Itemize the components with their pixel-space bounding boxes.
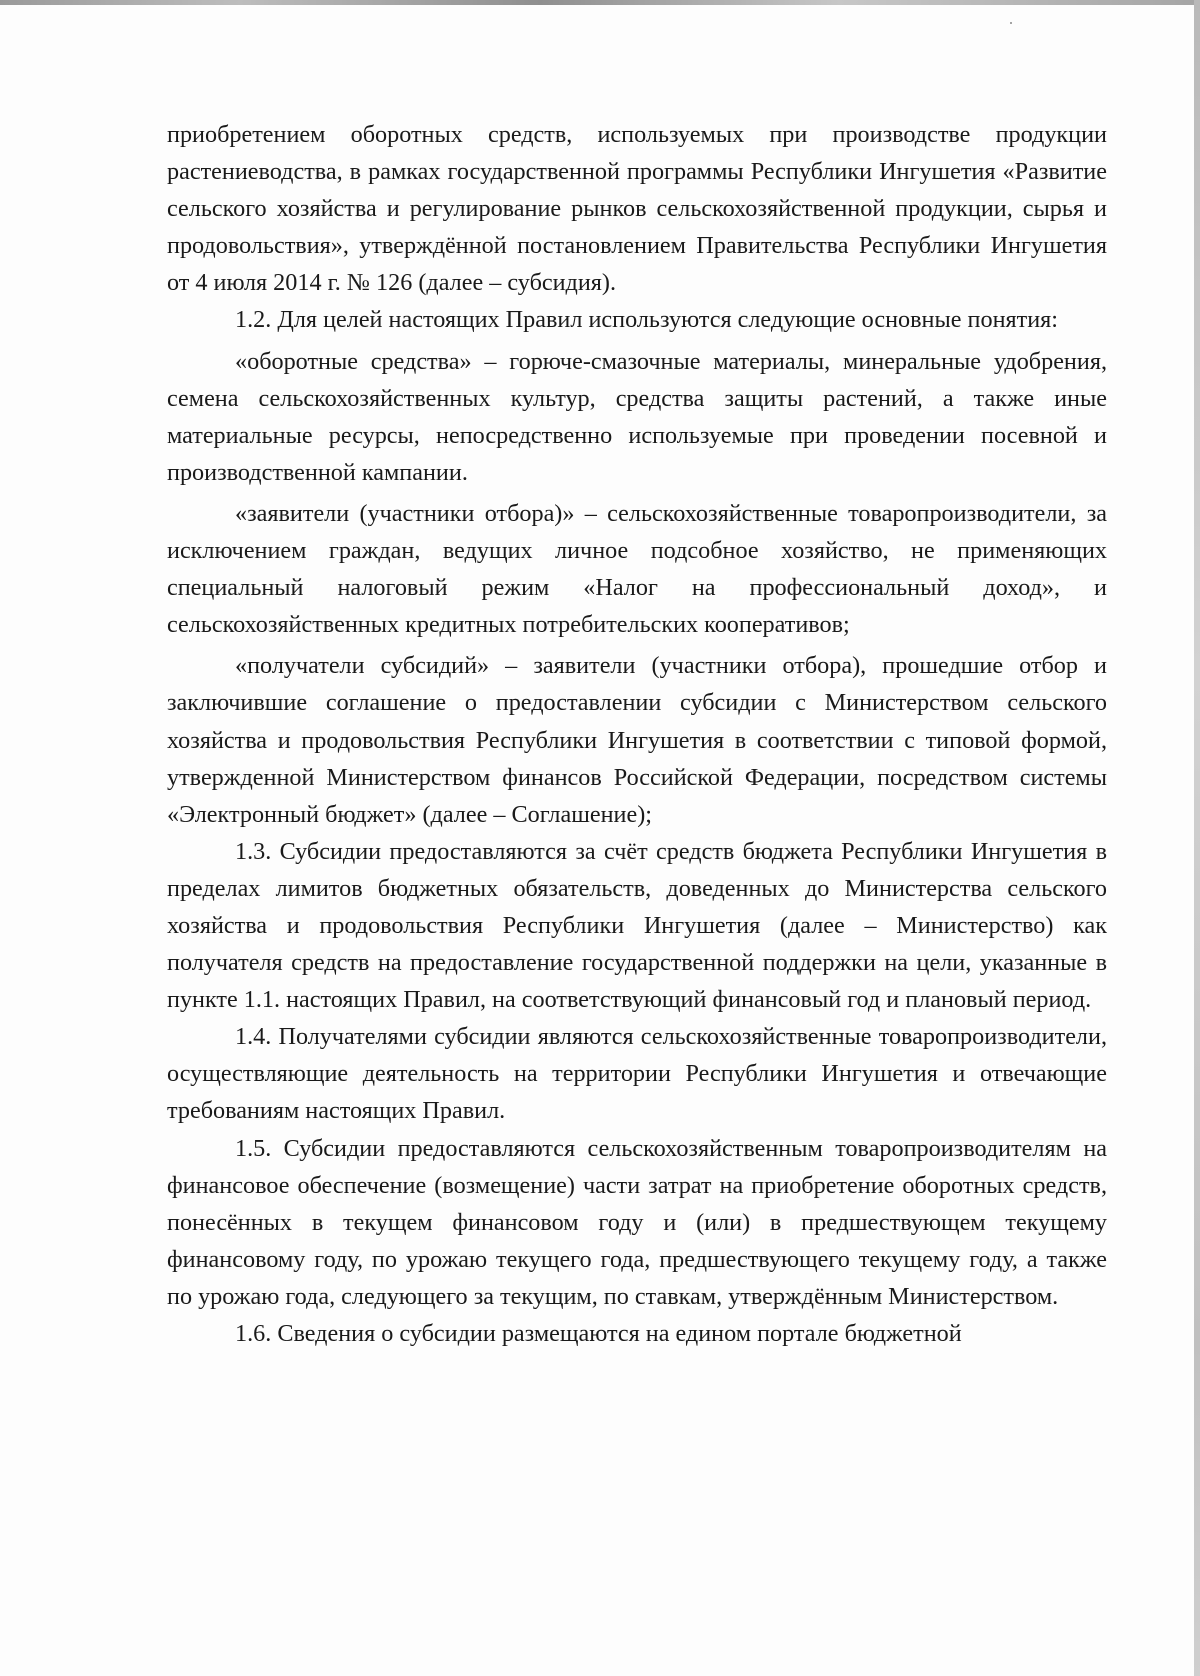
paragraph-1-3: 1.3. Субсидии предоставляются за счёт средств бюджета Республики Ингушетия в пределах лимитов бюджетных обязательств, доведенных до Министерства сельского хозяйства и продовольствия Республики Ингушетия (далее – Министерство) как получателя средств на предоставление государственной поддержки на цели, указанные в пункте 1.1. настоящих Правил, на соответствующий финансовый год и плановый период. xyxy=(167,837,1107,1014)
paragraph-1-6: 1.6. Сведения о субсидии размещаются на едином портале бюджетной xyxy=(235,1320,962,1347)
scan-speck xyxy=(1010,22,1012,24)
definition-working-capital: «оборотные средства» – горюче-смазочные материалы, минеральные удобрения, семена сельскохозяйственных культур, средства защиты растений, а также иные материальные ресурсы, непосредственно используемые при проведении посевной и производственной кампании. xyxy=(167,347,1107,486)
definition-applicants: «заявители (участники отбора)» – сельскохозяйственные товаропроизводители, за исключением граждан, ведущих личное подсобное хозяйство, не применяющих специальный налоговый режим «Налог на профессиональный доход», и сельскохозяйственных кредитных потребительских кооперативов; xyxy=(167,499,1107,639)
paragraph-continuation: приобретением оборотных средств, используемых при производстве продукции растениеводства, в рамках государственной программы Республики Ингушетия «Развитие сельского хозяйства и регулирование рынков сельскохозяйственной продукции, сырья и продовольствия», утверждённой постановлением Правительства Республики Ингушетия от 4 июля 2014 г. № 126 (далее – субсидия). xyxy=(167,121,1107,297)
definition-recipients: «получатели субсидий» – заявители (участники отбора), прошедшие отбор и заключившие соглашение о предоставлении субсидии с Министерством сельского хозяйства и продовольствия Республики Ингушетия в соответствии с типовой формой, утвержденной Министерством финансов Российской Федерации, посредством системы «Электронный бюджет» (далее – Соглашение); xyxy=(167,652,1107,828)
scan-edge-top xyxy=(0,0,1200,5)
paragraph-1-4: 1.4. Получателями субсидии являются сельскохозяйственные товаропроизводители, осуществляющие деятельность на территории Республики Ингушетия и отвечающие требованиям настоящих Правил. xyxy=(167,1023,1107,1125)
paragraph-1-2: 1.2. Для целей настоящих Правил используются следующие основные понятия: xyxy=(235,306,1059,334)
document-body xyxy=(167,116,1107,1352)
scan-edge-right xyxy=(1194,0,1200,1676)
paragraph-1-5: 1.5. Субсидии предоставляются сельскохозяйственным товаропроизводителям на финансовое обеспечение (возмещение) части затрат на приобретение оборотных средств, понесённых в текущем финансовом году и (или) в предшествующем текущему финансовому году, по урожаю текущего года, предшествующего текущему году, а также по урожаю года, следующего за текущим, по ставкам, утверждённым Министерством. xyxy=(167,1134,1107,1310)
